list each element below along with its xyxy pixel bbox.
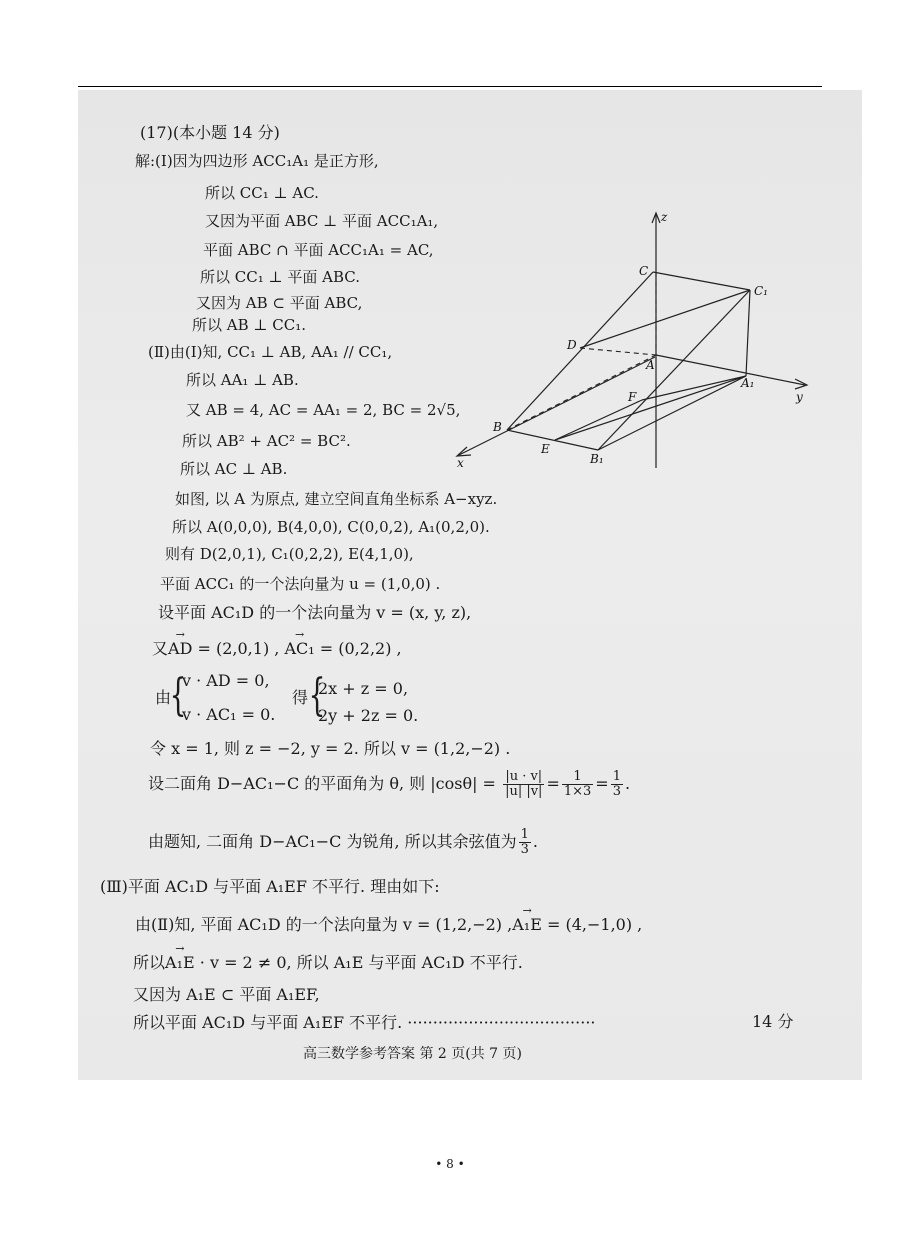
system-res1: 2x + z = 0, (318, 679, 409, 698)
vector-ad: → AD (168, 640, 192, 658)
edge-b-b1 (507, 430, 598, 450)
label-f: F (628, 390, 637, 404)
part1-line-1: 所以 CC₁ ⊥ AC. (205, 184, 319, 202)
part2-line-0: (Ⅱ)由(Ⅰ)知, CC₁ ⊥ AB, AA₁ // CC₁, (148, 343, 393, 361)
part2-line-9: 设平面 AC₁D 的一个法向量为 v = (x, y, z), (158, 603, 472, 622)
page-number: • 8 • (435, 1157, 465, 1171)
fraction-1-over-3 (611, 770, 623, 799)
fraction-uv-num: |u · v| (503, 770, 544, 785)
label-b1: B₁ (590, 452, 604, 466)
part3-line-4: 又因为 A₁E ⊂ 平面 A₁EF, (133, 985, 320, 1004)
label-d: D (567, 338, 577, 352)
system-de: 得 (292, 688, 309, 707)
fraction-uv (503, 770, 544, 799)
part1-line-4: 所以 CC₁ ⊥ 平面 ABC. (200, 268, 360, 286)
part3-line-1: (Ⅲ)平面 AC₁D 与平面 A₁EF 不平行. 理由如下: (100, 877, 440, 896)
vector-a1e-dot: → A₁E (165, 954, 195, 972)
label-x: x (457, 456, 464, 470)
y-axis (656, 355, 805, 385)
edge-c1-b1 (598, 290, 750, 450)
coordinate-diagram (445, 205, 815, 475)
top-rule (78, 86, 822, 87)
label-b: B (493, 420, 502, 434)
part1-line-2: 又因为平面 ABC ⊥ 平面 ACC₁A₁, (205, 212, 439, 230)
part1-line-6: 所以 AB ⊥ CC₁. (192, 316, 307, 334)
left-brace-2: { (308, 670, 326, 721)
fraction-1x3-num: 1 (562, 770, 593, 785)
vector-a1e: → A₁E (512, 916, 542, 934)
fraction-1x3-den: 1×3 (563, 784, 592, 799)
x-axis (459, 357, 655, 455)
acute-line: 由题知, 二面角 D−AC₁−C 为锐角, 所以其余弦值为 $\frac{1}{3}$ . (148, 827, 538, 857)
let-line: 令 x = 1, 则 z = −2, y = 2. 所以 v = (1,2,−2) . (150, 739, 511, 758)
edge-e-a1 (555, 376, 746, 440)
system-you: 由 (155, 688, 172, 707)
part2-line-7: 则有 D(2,0,1), C₁(0,2,2), E(4,1,0), (165, 545, 414, 563)
vector-ad-value: = (2,0,1) , (197, 639, 280, 658)
answer-num: 1 (520, 827, 529, 842)
score-label: 14 分 (752, 1012, 794, 1031)
edge-b1-a1 (598, 376, 746, 450)
label-z: z (661, 210, 668, 224)
edge-c1-d (580, 290, 750, 348)
part2-line-8: 平面 ACC₁ 的一个法向量为 u = (1,0,0) . (160, 575, 441, 593)
vector-ac1-value: = (0,2,2) , (319, 639, 402, 658)
vectors-prefix: 又 (152, 639, 169, 658)
edge-c1-a1 (746, 290, 750, 376)
label-c: C (639, 264, 649, 278)
part2-line-6: 所以 A(0,0,0), B(4,0,0), C(0,0,2), A₁(0,2,0). (172, 518, 490, 536)
part3-line-2-text: 由(Ⅱ)知, 平面 AC₁D 的一个法向量为 v = (1,2,−2) , (135, 915, 513, 934)
part3-line-2 (135, 916, 642, 934)
fraction-1-over-1x3 (562, 770, 593, 799)
part2-line-2: 又 AB = 4, AC = AA₁ = 2, BC = 2√5, (186, 401, 461, 419)
acute-text: 由题知, 二面角 D−AC₁−C 为锐角, 所以其余弦值为 (148, 832, 517, 851)
fraction-answer (519, 828, 531, 857)
label-e: E (541, 442, 550, 456)
left-brace-1: { (169, 670, 187, 721)
cos-prefix: 设二面角 D−AC₁−C 的平面角为 θ, 则 |cosθ| = (148, 774, 496, 793)
part3-line-5: 所以平面 AC₁D 与平面 A₁EF 不平行. ····································· (133, 1013, 596, 1032)
system-eq1: v · AD = 0, (182, 671, 270, 690)
page-caption: 高三数学参考答案 第 2 页(共 7 页) (303, 1046, 522, 1062)
part1-line-0: 解:(Ⅰ)因为四边形 ACC₁A₁ 是正方形, (135, 152, 379, 170)
answer-den: 3 (520, 842, 529, 857)
part3-line-3-text: · v = 2 ≠ 0, 所以 A₁E 与平面 AC₁D 不平行. (199, 953, 523, 972)
vectors-line (152, 640, 402, 658)
label-c1: C₁ (754, 284, 768, 298)
label-a: A (646, 358, 655, 372)
vector-ac1: → AC₁ (284, 640, 314, 658)
fraction-third-den: 3 (612, 784, 621, 799)
part2-line-4: 所以 AC ⊥ AB. (180, 460, 288, 478)
part2-line-3: 所以 AB² + AC² = BC². (182, 432, 351, 450)
label-y: y (796, 390, 803, 404)
system-eq2: v · AC₁ = 0. (182, 705, 276, 724)
part2-line-1: 所以 AA₁ ⊥ AB. (186, 371, 299, 389)
part3-line-3-prefix: 所以 (133, 953, 166, 972)
fraction-third-num: 1 (612, 769, 621, 784)
vector-a1e-value: = (4,−1,0) , (546, 915, 643, 934)
part2-line-5: 如图, 以 A 为原点, 建立空间直角坐标系 A−xyz. (175, 490, 498, 508)
edge-c-b (507, 272, 653, 430)
part3-line-3 (133, 954, 523, 972)
edge-c-c1 (653, 272, 750, 290)
x-arrow (457, 447, 471, 456)
fraction-uv-den: |u| |v| (505, 784, 543, 799)
system-res2: 2y + 2z = 0. (318, 706, 419, 725)
problem-header: (17)(本小题 14 分) (140, 123, 280, 142)
dashed-d-a (580, 348, 656, 355)
part1-line-3: 平面 ABC ∩ 平面 ACC₁A₁ = AC, (203, 241, 434, 259)
cos-line: 设二面角 D−AC₁−C 的平面角为 θ, 则 |cosθ| = $\frac{|u \cdot v|}{|u| |v|}$ = $\frac{1}{1\times 3}$ = $\frac{1}{3}$ . (148, 769, 631, 799)
label-a1: A₁ (741, 376, 755, 390)
part1-line-5: 又因为 AB ⊂ 平面 ABC, (196, 294, 363, 312)
